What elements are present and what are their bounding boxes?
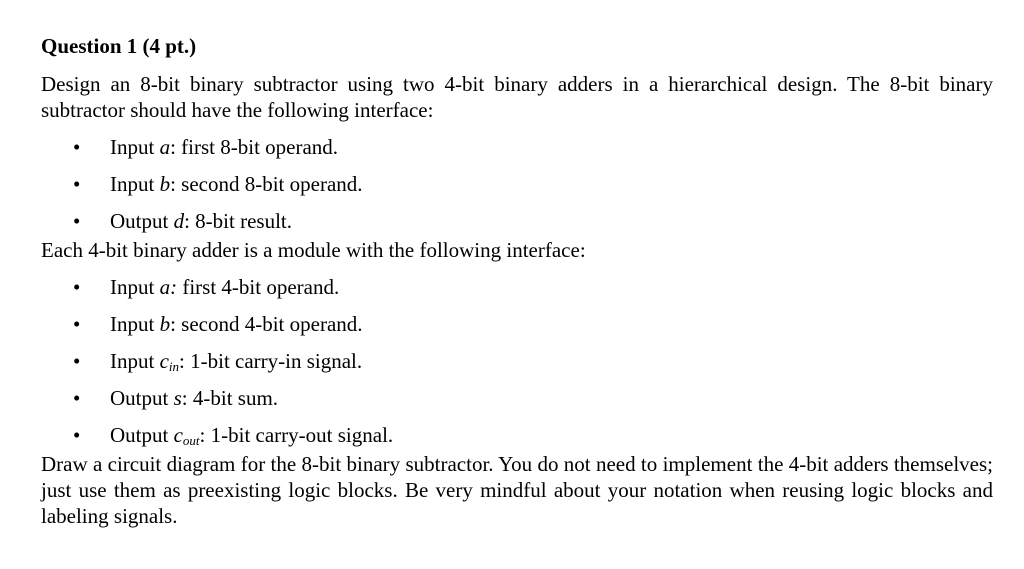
list-item — [41, 274, 993, 300]
list-item — [41, 171, 993, 197]
bullet-icon: • — [73, 423, 81, 447]
bullet-icon: • — [73, 312, 81, 336]
signal-name: a — [159, 135, 171, 159]
item-prefix: Output — [110, 386, 174, 410]
signal-name: b — [159, 172, 171, 196]
item-prefix: Input — [110, 172, 160, 196]
item-prefix: Output — [110, 423, 174, 447]
item-description: : 1-bit carry-in signal. — [179, 349, 363, 373]
item-description: : first 8-bit operand. — [170, 135, 339, 159]
list-item — [41, 311, 993, 337]
item-description: : 8-bit result. — [184, 209, 292, 233]
subtractor-interface-list — [41, 134, 993, 234]
item-prefix: Output — [110, 209, 174, 233]
bullet-icon: • — [73, 386, 81, 410]
closing-paragraph: Draw a circuit diagram for the 8-bit binary subtractor. You do not need to implement the 4-bit adders themselves; just use them as preexisting logic blocks. Be very mindful about your notation when reusing logic blocks and labeling signals. — [41, 452, 993, 528]
signal-subscript: in — [168, 359, 180, 374]
item-description: : 4-bit sum. — [181, 386, 279, 410]
signal-name: d — [173, 209, 185, 233]
item-prefix: Input — [110, 349, 160, 373]
list-item — [41, 208, 993, 234]
item-prefix: Input — [110, 135, 160, 159]
list-item — [41, 348, 993, 374]
signal-name: s — [173, 386, 182, 410]
adder-intro-paragraph: Each 4-bit binary adder is a module with the following interface: — [41, 238, 586, 262]
item-description: first 4-bit operand. — [177, 275, 340, 299]
signal-subscript: out — [182, 433, 200, 448]
signal-name: c — [173, 423, 183, 447]
bullet-icon: • — [73, 135, 81, 159]
signal-name: b — [159, 312, 171, 336]
bullet-icon: • — [73, 172, 81, 196]
item-description: : second 4-bit operand. — [170, 312, 363, 336]
item-description: : second 8-bit operand. — [170, 172, 363, 196]
signal-name: a: — [159, 275, 178, 299]
bullet-icon: • — [73, 209, 81, 233]
list-item — [41, 134, 993, 160]
item-prefix: Input — [110, 275, 160, 299]
list-item — [41, 385, 993, 411]
adder-interface-list — [41, 274, 993, 448]
bullet-icon: • — [73, 349, 81, 373]
list-item — [41, 422, 993, 448]
item-prefix: Input — [110, 312, 160, 336]
bullet-icon: • — [73, 275, 81, 299]
question-title: Question 1 (4 pt.) — [41, 34, 197, 58]
intro-paragraph: Design an 8-bit binary subtractor using two 4-bit binary adders in a hierarchical design. The 8-bit binary subtractor should have the following interface: — [41, 72, 993, 122]
item-description: : 1-bit carry-out signal. — [199, 423, 394, 447]
signal-name: c — [159, 349, 169, 373]
